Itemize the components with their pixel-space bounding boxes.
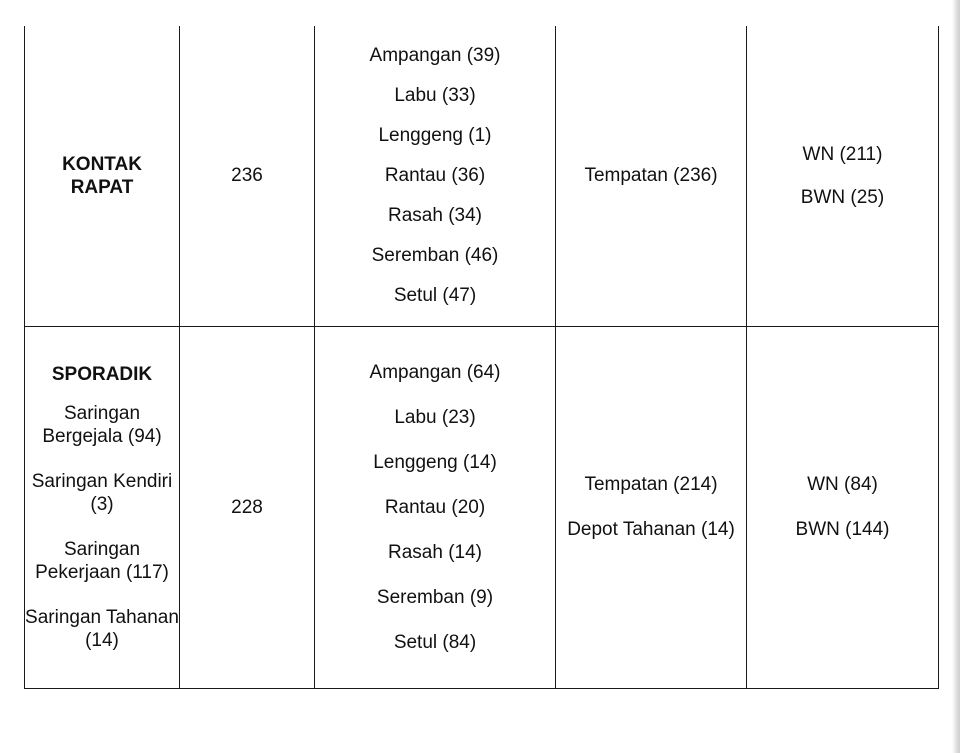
location-item: Setul (47) (393, 285, 477, 307)
location-item: Seremban (9) (376, 586, 494, 608)
location-item: Labu (23) (394, 406, 476, 428)
total-value: 228 (231, 496, 263, 518)
total-cell (180, 326, 315, 688)
category-title-line1: KONTAK (62, 153, 142, 175)
location-list (315, 361, 555, 654)
table-row-kontak-rapat (25, 26, 939, 326)
nationality-item: BWN (25) (800, 186, 885, 208)
status-item: Tempatan (236) (584, 165, 718, 187)
nationality-list (747, 143, 938, 209)
status-list (556, 164, 746, 187)
location-item: Setul (84) (393, 631, 477, 653)
nationality-item: WN (211) (802, 143, 883, 165)
category-cell (25, 26, 180, 326)
total-cell (180, 26, 315, 326)
location-item: Ampangan (39) (369, 45, 501, 67)
category-sub-item: Saringan Kendiri (3) (31, 470, 173, 515)
case-breakdown-table (24, 26, 939, 689)
category-sub-item: Saringan Tahanan (14) (25, 606, 179, 651)
location-item: Labu (33) (394, 85, 476, 107)
category-title: SPORADIK (51, 363, 153, 385)
location-item: Rasah (14) (388, 541, 482, 563)
nationality-cell (747, 326, 939, 688)
total-value: 236 (231, 165, 263, 187)
status-item: Depot Tahanan (14) (567, 519, 735, 540)
status-cell (556, 26, 747, 326)
table-row-sporadik (25, 326, 939, 688)
nationality-list (747, 473, 938, 541)
category-cell (25, 326, 180, 688)
locations-cell (315, 26, 556, 326)
status-item: Tempatan (214) (584, 474, 718, 495)
location-item: Lenggeng (14) (373, 451, 497, 473)
status-list (556, 473, 746, 541)
location-item: Rantau (20) (384, 496, 486, 518)
location-item: Seremban (46) (371, 245, 499, 267)
nationality-cell (747, 26, 939, 326)
category-title (25, 153, 179, 199)
locations-cell (315, 326, 556, 688)
category-sub-item: Saringan Pekerjaan (117) (35, 538, 169, 583)
location-item: Rasah (34) (388, 205, 482, 227)
location-item: Rantau (36) (384, 165, 486, 187)
status-cell (556, 326, 747, 688)
nationality-item: WN (84) (807, 474, 878, 495)
nationality-item: BWN (144) (795, 519, 890, 540)
location-item: Ampangan (64) (369, 361, 501, 383)
location-list (315, 44, 555, 307)
location-item: Lenggeng (1) (378, 125, 492, 147)
category-title-line2: RAPAT (70, 176, 134, 198)
category-sub-item: Saringan Bergejala (94) (42, 402, 162, 447)
page-edge-shadow (952, 0, 960, 753)
